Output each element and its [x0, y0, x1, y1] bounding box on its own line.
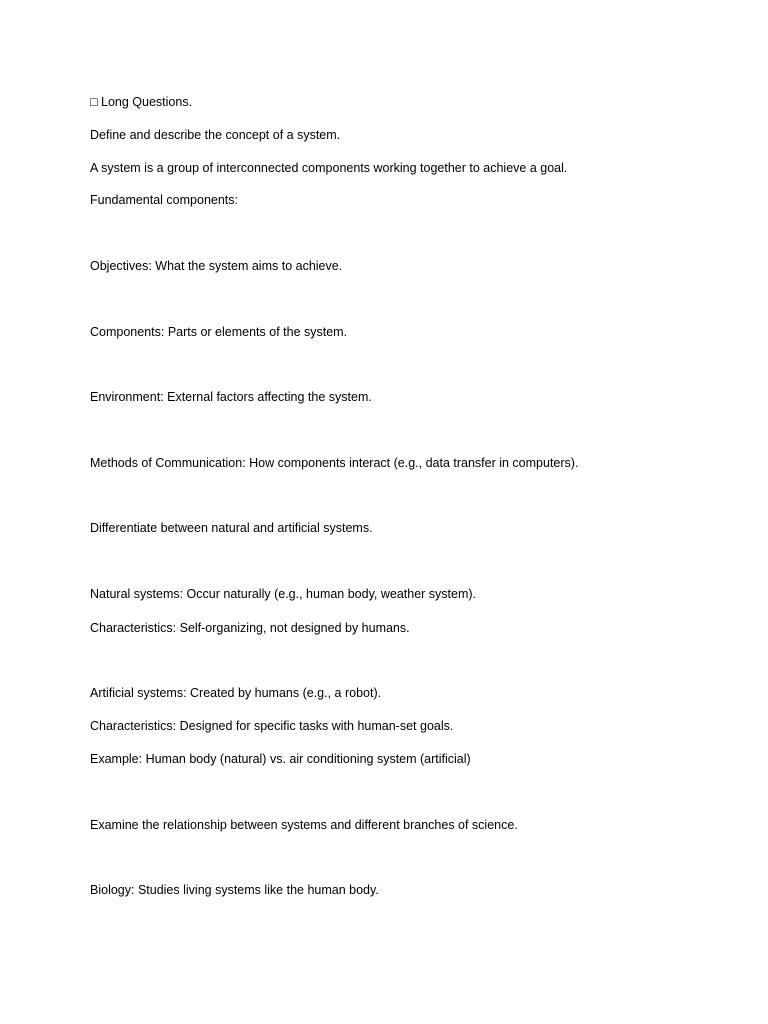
biology-item: Biology: Studies living systems like the human body. — [90, 883, 379, 897]
component-environment: Environment: External factors affecting the system. — [90, 390, 372, 404]
question-systems-and-science: Examine the relationship between systems and different branches of science. — [90, 818, 518, 832]
component-methods-of-communication: Methods of Communication: How components interact (e.g., data transfer in computers). — [90, 456, 579, 470]
system-definition: A system is a group of interconnected components working together to achieve a goal. — [90, 161, 568, 175]
artificial-characteristics: Characteristics: Designed for specific tasks with human-set goals. — [90, 719, 454, 733]
natural-characteristics: Characteristics: Self-organizing, not designed by humans. — [90, 621, 410, 635]
artificial-systems: Artificial systems: Created by humans (e.g., a robot). — [90, 686, 382, 700]
question-natural-vs-artificial: Differentiate between natural and artificial systems. — [90, 521, 373, 535]
section-heading: □ Long Questions. — [90, 95, 193, 109]
component-components: Components: Parts or elements of the system. — [90, 325, 348, 339]
natural-systems: Natural systems: Occur naturally (e.g., human body, weather system). — [90, 587, 477, 601]
question-define-system: Define and describe the concept of a system. — [90, 128, 341, 142]
systems-example: Example: Human body (natural) vs. air conditioning system (artificial) — [90, 752, 471, 766]
fundamental-components-label: Fundamental components: — [90, 193, 239, 207]
component-objectives: Objectives: What the system aims to achieve. — [90, 259, 343, 273]
